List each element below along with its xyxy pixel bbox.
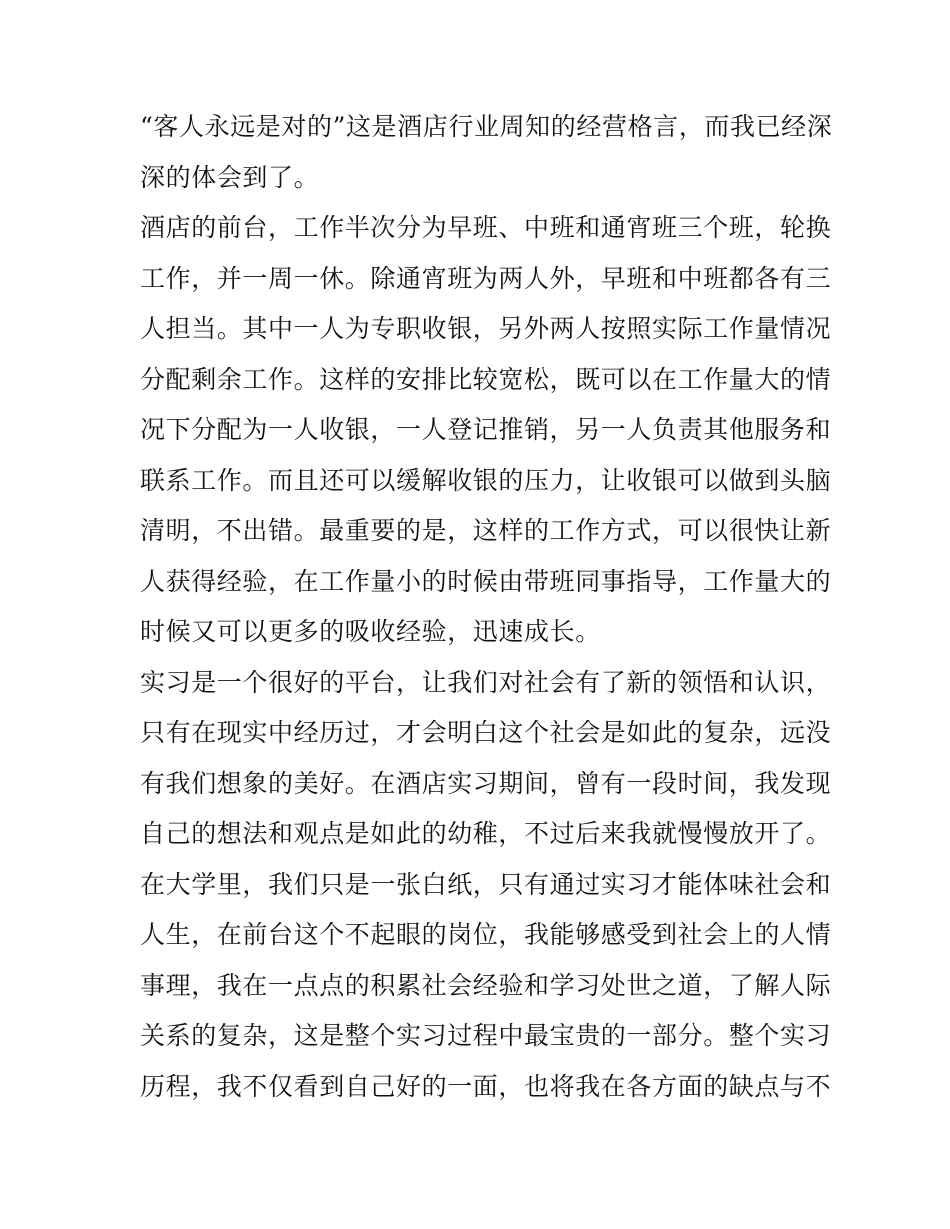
- text-line: 况下分配为一人收银，一人登记推销，另一人负责其他服务和: [140, 415, 832, 444]
- text-line: 有我们想象的美好。在酒店实习期间，曾有一段时间，我发现: [140, 768, 832, 798]
- text-line: 联系工作。而且还可以缓解收银的压力，让收银可以做到头脑: [140, 465, 832, 495]
- text-line: 实习是一个很好的平台，让我们对社会有了新的领悟和认识，: [140, 667, 832, 697]
- text-line: 清明，不出错。最重要的是，这样的工作方式，可以很快让新: [140, 516, 832, 545]
- text-line: 事理，我在一点点的积累社会经验和学习处世之道，了解人际: [140, 970, 832, 1000]
- text-line: 人担当。其中一人为专职收银，另外两人按照实际工作量情况: [140, 314, 832, 343]
- text-line: 深的体会到了。: [140, 162, 320, 192]
- text-line: 人获得经验，在工作量小的时候由带班同事指导，工作量大的: [140, 566, 832, 596]
- text-line: “客人永远是对的”这是酒店行业周知的经营格言，而我已经深: [140, 112, 833, 141]
- text-line: 分配剩余工作。这样的安排比较宽松，既可以在工作量大的情: [140, 364, 832, 394]
- text-line: 时候又可以更多的吸收经验，迅速成长。: [140, 617, 601, 646]
- text-line: 在大学里，我们只是一张白纸，只有通过实习才能体味社会和: [140, 869, 832, 899]
- text-line: 只有在现实中经历过，才会明白这个社会是如此的复杂，远没: [140, 718, 832, 747]
- body-text: [140, 102, 833, 1112]
- text-line: 工作，并一周一休。除通宵班为两人外，早班和中班都各有三: [140, 263, 832, 293]
- text-line: 人生，在前台这个不起眼的岗位，我能够感受到社会上的人情: [140, 920, 832, 949]
- text-line: 自己的想法和观点是如此的幼稚，不过后来我就慢慢放开了。: [140, 819, 832, 848]
- text-line: 历程，我不仅看到自己好的一面，也将我在各方面的缺点与不: [140, 1071, 832, 1101]
- text-line: 酒店的前台，工作半次分为早班、中班和通宵班三个班，轮换: [140, 213, 832, 242]
- text-line: 关系的复杂，这是整个实习过程中最宝贵的一部分。整个实习: [140, 1021, 832, 1050]
